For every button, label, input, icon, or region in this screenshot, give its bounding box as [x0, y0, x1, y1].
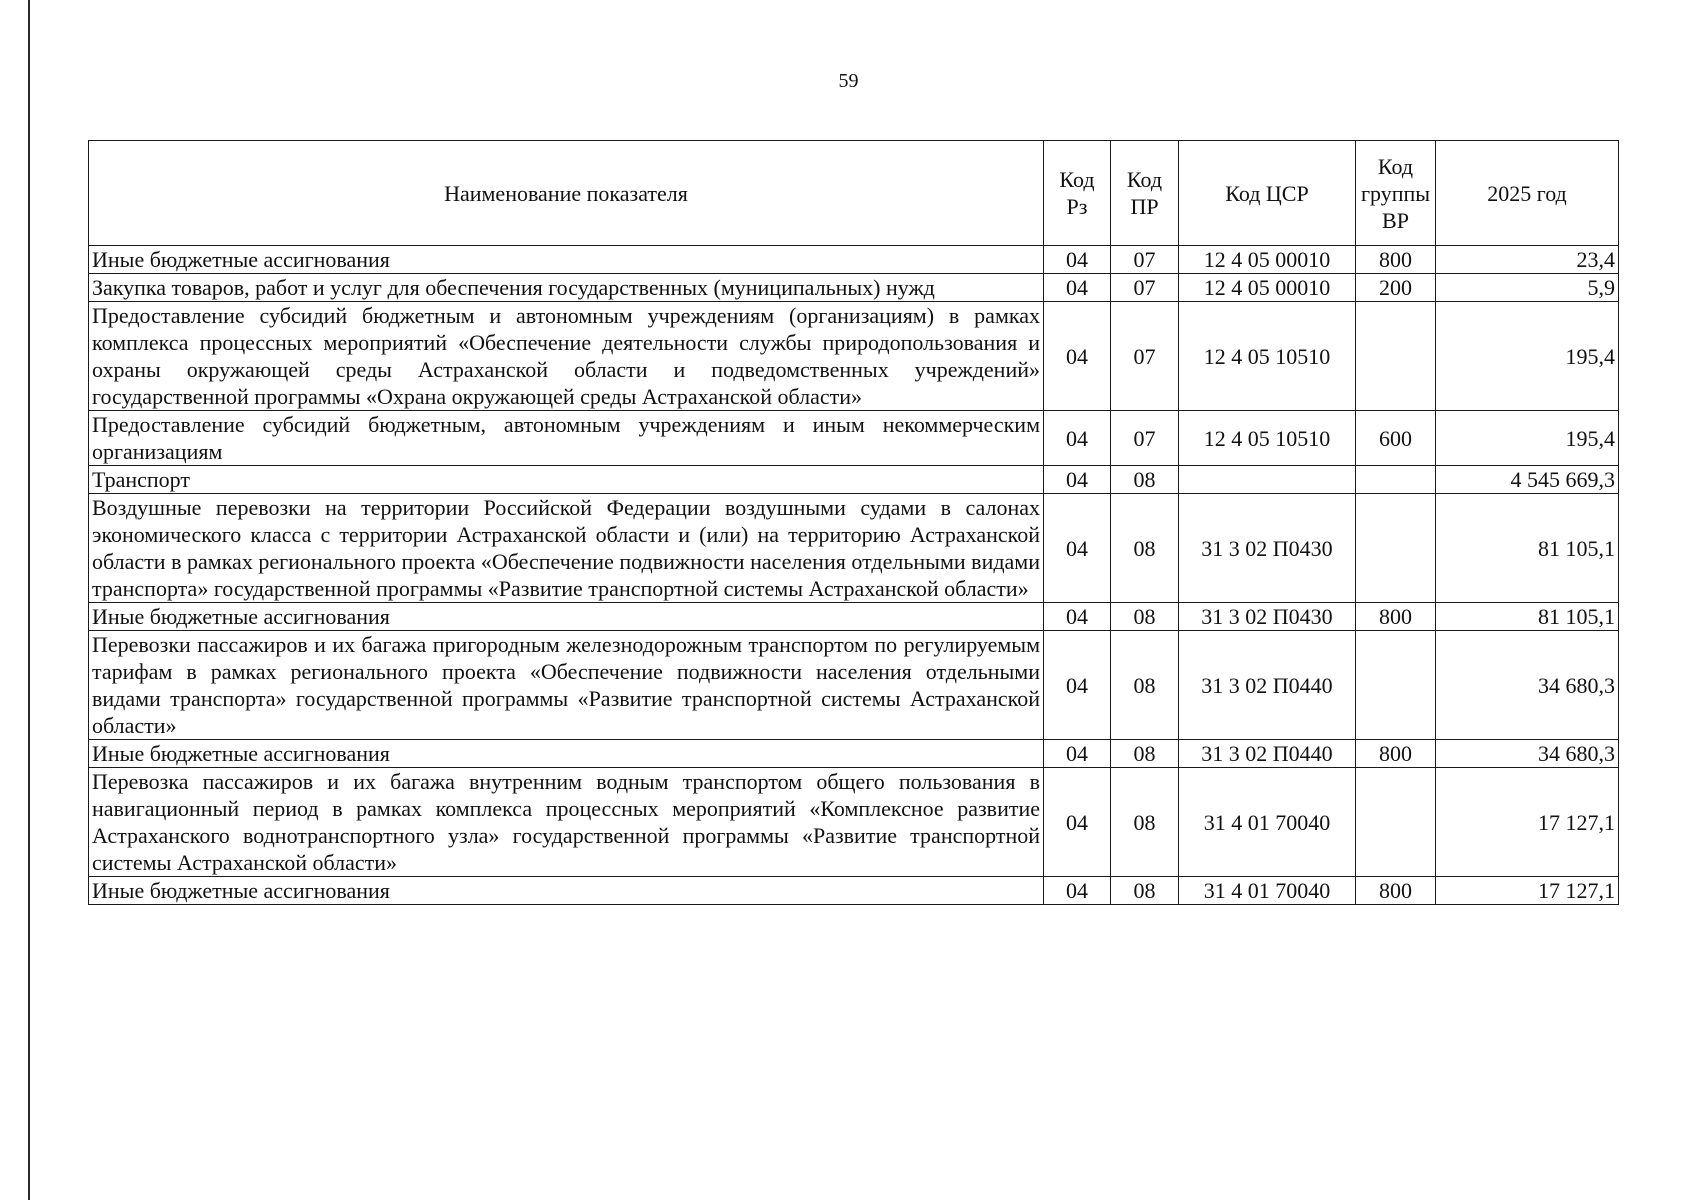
table-row [89, 740, 1619, 768]
row-amount: 34 680,3 [1436, 740, 1619, 768]
row-name: Иные бюджетные ассигнования [89, 246, 1044, 274]
row-pr: 08 [1111, 877, 1179, 905]
row-rz: 04 [1044, 740, 1111, 768]
row-rz: 04 [1044, 494, 1111, 603]
table-row [89, 274, 1619, 302]
row-csr: 31 3 02 П0430 [1179, 603, 1356, 631]
row-name: Иные бюджетные ассигнования [89, 603, 1044, 631]
table-row [89, 411, 1619, 466]
row-rz: 04 [1044, 466, 1111, 494]
table-row [89, 603, 1619, 631]
row-pr: 07 [1111, 246, 1179, 274]
header-pr: Код ПР [1111, 141, 1179, 246]
row-csr: 31 3 02 П0440 [1179, 631, 1356, 740]
row-vr [1356, 466, 1436, 494]
row-rz: 04 [1044, 274, 1111, 302]
row-pr: 07 [1111, 302, 1179, 411]
row-name: Иные бюджетные ассигнования [89, 877, 1044, 905]
row-name: Предоставление субсидий бюджетным, автономным учреждениям и иным некоммерческим организациям [89, 411, 1044, 466]
header-year: 2025 год [1436, 141, 1619, 246]
row-rz: 04 [1044, 768, 1111, 877]
row-vr: 800 [1356, 740, 1436, 768]
row-rz: 04 [1044, 411, 1111, 466]
row-pr: 08 [1111, 768, 1179, 877]
row-amount: 195,4 [1436, 411, 1619, 466]
table-header-row [89, 141, 1619, 246]
row-pr: 07 [1111, 274, 1179, 302]
row-name: Закупка товаров, работ и услуг для обеспечения государственных (муниципальных) нужд [89, 274, 1044, 302]
row-name: Иные бюджетные ассигнования [89, 740, 1044, 768]
row-vr [1356, 494, 1436, 603]
row-pr: 08 [1111, 494, 1179, 603]
row-rz: 04 [1044, 603, 1111, 631]
table-row [89, 246, 1619, 274]
budget-table [88, 140, 1619, 905]
row-rz: 04 [1044, 302, 1111, 411]
row-vr: 800 [1356, 603, 1436, 631]
row-vr: 800 [1356, 877, 1436, 905]
row-pr: 08 [1111, 740, 1179, 768]
budget-table-container [88, 140, 1618, 905]
row-vr [1356, 768, 1436, 877]
row-name: Воздушные перевозки на территории Российской Федерации воздушными судами в салонах экономического класса с территории Астраханской области и (или) на территорию Астраханской области в рамках регионального проекта «Обеспечение подвижности населения отдельными видами транспорта» государственной программы «Развитие транспортной системы Астраханской области» [89, 494, 1044, 603]
table-row [89, 494, 1619, 603]
row-amount: 34 680,3 [1436, 631, 1619, 740]
row-name: Перевозки пассажиров и их багажа пригородным железнодорожным транспортом по регулируемым тарифам в рамках регионального проекта «Обеспечение подвижности населения отдельными видами транспорта» государственной программы «Развитие транспортной системы Астраханской области» [89, 631, 1044, 740]
scan-edge-line [28, 0, 30, 1200]
row-rz: 04 [1044, 877, 1111, 905]
header-vr: Код группы ВР [1356, 141, 1436, 246]
row-csr: 12 4 05 00010 [1179, 274, 1356, 302]
row-rz: 04 [1044, 246, 1111, 274]
row-amount: 23,4 [1436, 246, 1619, 274]
header-rz: Код Рз [1044, 141, 1111, 246]
row-csr: 31 3 02 П0430 [1179, 494, 1356, 603]
row-csr: 12 4 05 10510 [1179, 411, 1356, 466]
row-amount: 17 127,1 [1436, 768, 1619, 877]
row-csr: 31 3 02 П0440 [1179, 740, 1356, 768]
row-pr: 07 [1111, 411, 1179, 466]
row-amount: 4 545 669,3 [1436, 466, 1619, 494]
row-vr: 600 [1356, 411, 1436, 466]
row-vr [1356, 302, 1436, 411]
row-amount: 81 105,1 [1436, 494, 1619, 603]
header-name: Наименование показателя [89, 141, 1044, 246]
header-csr: Код ЦСР [1179, 141, 1356, 246]
table-row [89, 302, 1619, 411]
row-csr: 12 4 05 00010 [1179, 246, 1356, 274]
row-amount: 195,4 [1436, 302, 1619, 411]
row-amount: 81 105,1 [1436, 603, 1619, 631]
row-rz: 04 [1044, 631, 1111, 740]
row-csr [1179, 466, 1356, 494]
row-name: Предоставление субсидий бюджетным и автономным учреждениям (организациям) в рамках комплекса процессных мероприятий «Обеспечение деятельности службы природопользования и охраны окружающей среды Астраханской области и подведомственных учреждений» государственной программы «Охрана окружающей среды Астраханской области» [89, 302, 1044, 411]
table-row [89, 768, 1619, 877]
row-pr: 08 [1111, 603, 1179, 631]
row-pr: 08 [1111, 631, 1179, 740]
row-csr: 31 4 01 70040 [1179, 768, 1356, 877]
row-amount: 17 127,1 [1436, 877, 1619, 905]
page-number: 59 [838, 70, 859, 92]
row-pr: 08 [1111, 466, 1179, 494]
row-amount: 5,9 [1436, 274, 1619, 302]
row-name: Перевозка пассажиров и их багажа внутренним водным транспортом общего пользования в навигационный период в рамках комплекса процессных мероприятий «Комплексное развитие Астраханского воднотранспортного узла» государственной программы «Развитие транспортной системы Астраханской области» [89, 768, 1044, 877]
row-vr: 200 [1356, 274, 1436, 302]
row-csr: 31 4 01 70040 [1179, 877, 1356, 905]
row-vr [1356, 631, 1436, 740]
table-row [89, 466, 1619, 494]
table-row [89, 631, 1619, 740]
row-csr: 12 4 05 10510 [1179, 302, 1356, 411]
row-name: Транспорт [89, 466, 1044, 494]
row-vr: 800 [1356, 246, 1436, 274]
table-row [89, 877, 1619, 905]
